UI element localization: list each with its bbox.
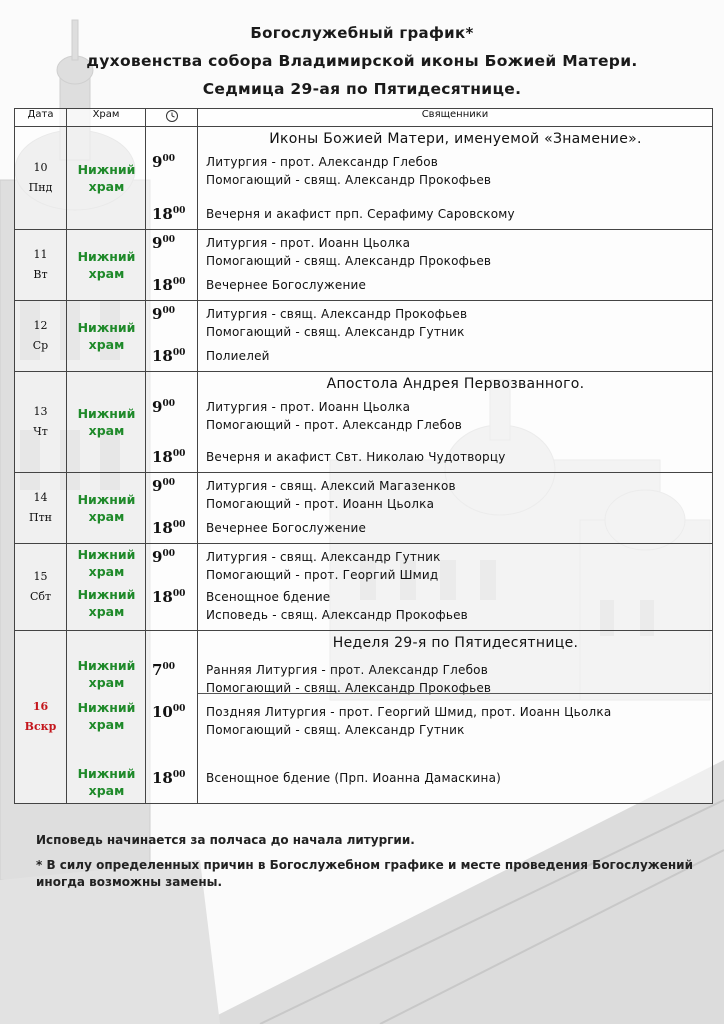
date-cell [15,544,67,631]
clock-icon [165,109,179,123]
temple-box [67,301,145,371]
time-hour: 9 [152,477,163,495]
time-hour: 9 [152,548,163,566]
service-time [152,477,175,495]
temple-word-2: храм [88,509,125,524]
time-minutes: 00 [172,206,186,216]
temple-word-1: Нижний [77,658,136,673]
temple-label [67,161,146,195]
time-minutes: 00 [172,520,186,530]
time-minutes: 00 [162,662,175,672]
day-number: 10 [33,161,48,174]
temple-box [67,372,145,472]
temple-word-1: Нижний [77,249,136,264]
service-line: Литургия - свящ. Александр Прокофьев [206,307,468,321]
clergy-box [198,301,712,371]
time-minutes: 00 [162,399,175,409]
changes-note: * В силу определенных причин в Богослужебном графике и месте проведения Богослужений иногда возможны замены. [36,858,693,889]
header-date: Дата [15,109,67,127]
temple-word-2: храм [88,337,125,352]
service-line: Помогающий - свящ. Александр Гутник [206,723,465,737]
service-line: Литургия - прот. Иоанн Цьолка [206,400,411,414]
table-header-row [15,109,713,127]
time-hour: 18 [152,448,173,466]
date-cell [15,631,67,804]
service-line: Литургия - прот. Александр Глебов [206,155,439,169]
service-divider [198,693,713,694]
temple-box [67,230,145,300]
weekday: Чт [33,425,48,438]
service-time [152,305,175,323]
table-row [15,230,713,301]
clergy-box [198,631,712,803]
date-cell [15,301,67,372]
temple-word-2: храм [88,604,125,619]
feast-title: Неделя 29-я по Пятидесятнице. [332,635,579,651]
weekday: Пнд [28,181,53,194]
temple-label [67,586,146,620]
time-minutes: 00 [172,277,186,287]
temple-cell [67,544,146,631]
temple-label [67,405,146,439]
temple-word-2: храм [88,423,125,438]
temple-word-1: Нижний [77,492,136,507]
temple-cell [67,473,146,544]
time-minutes: 00 [172,770,186,780]
service-time [152,588,185,606]
table-row [15,372,713,473]
week-subtitle: Седмица 29-ая по Пятидесятнице. [202,80,522,98]
service-line: Литургия - прот. Иоанн Цьолка [206,236,411,250]
time-cell [146,301,198,372]
clergy-cell [198,473,713,544]
service-line: Литургия - свящ. Алексий Магазенков [206,479,456,493]
temple-cell [67,372,146,473]
temple-word-1: Нижний [77,162,136,177]
temple-box [67,544,145,630]
weekday: Птн [28,511,52,524]
temple-box [67,631,145,803]
time-minutes: 00 [172,704,186,714]
date-cell [15,473,67,544]
day-number: 13 [33,405,48,418]
time-box [146,631,197,803]
clergy-cell [198,544,713,631]
time-hour: 18 [152,588,173,606]
feast-title: Апостола Андрея Первозванного. [326,376,585,392]
weekday: Ср [32,339,49,352]
day-number: 12 [33,319,48,332]
time-minutes: 00 [162,154,175,164]
time-hour: 7 [152,661,163,679]
service-line: Вечернее Богослужение [206,521,367,535]
temple-word-2: храм [88,564,125,579]
temple-word-1: Нижний [77,320,136,335]
service-line: Помогающий - свящ. Александр Прокофьев [206,254,492,268]
header-clergy: Священники [198,109,713,127]
weekday: Вскр [24,720,57,733]
service-line: Поздняя Литургия - прот. Георгий Шмид, прот. Иоанн Цьолка [206,705,612,719]
clergy-cell [198,372,713,473]
table-row [15,127,713,230]
service-time [152,153,175,171]
temple-word-2: храм [88,783,125,798]
temple-label [67,657,146,691]
service-line: Помогающий - прот. Иоанн Цьолка [206,497,435,511]
table-row [15,301,713,372]
temple-cell [67,230,146,301]
clergy-box [198,127,712,229]
service-time [152,661,175,679]
time-cell [146,372,198,473]
time-hour: 9 [152,305,163,323]
weekday: Сбт [29,590,52,603]
clergy-cell [198,230,713,301]
service-time [152,519,185,537]
service-time [152,548,175,566]
time-hour: 10 [152,703,173,721]
weekday: Вт [33,268,48,281]
service-line: Вечернее Богослужение [206,278,367,292]
temple-cell [67,631,146,804]
service-line: Полиелей [206,349,270,363]
temple-label [67,765,146,799]
service-line: Литургия - свящ. Александр Гутник [206,550,441,564]
time-cell [146,544,198,631]
service-line: Всенощное бдение [206,590,331,604]
temple-label [67,699,146,733]
date-cell [15,372,67,473]
service-line: Помогающий - свящ. Александр Прокофьев [206,681,492,695]
time-cell [146,473,198,544]
confession-note: Исповедь начинается за полчаса до начала литургии. [36,833,415,847]
clergy-box [198,473,712,543]
table-row [15,544,713,631]
service-time [152,276,185,294]
service-line: Ранняя Литургия - прот. Александр Глебов [206,663,488,677]
time-minutes: 00 [172,449,186,459]
time-cell [146,230,198,301]
service-line: Помогающий - прот. Георгий Шмид [206,568,439,582]
time-hour: 9 [152,153,163,171]
date-cell [15,127,67,230]
temple-cell [67,127,146,230]
temple-word-2: храм [88,266,125,281]
clergy-box [198,544,712,630]
clergy-box [198,372,712,472]
temple-label [67,319,146,353]
service-line: Помогающий - свящ. Александр Гутник [206,325,465,339]
temple-word-2: храм [88,675,125,690]
service-line: Вечерня и акафист Свт. Николаю Чудотворцу [206,450,506,464]
clergy-cell [198,127,713,230]
clergy-cell [198,631,713,804]
time-hour: 18 [152,205,173,223]
service-line: Помогающий - прот. Александр Глебов [206,418,463,432]
time-box [146,230,197,300]
temple-word-1: Нижний [77,700,136,715]
service-line: Помогающий - свящ. Александр Прокофьев [206,173,492,187]
day-number: 14 [33,491,48,504]
time-minutes: 00 [162,306,175,316]
temple-box [67,473,145,543]
time-hour: 18 [152,769,173,787]
temple-word-2: храм [88,179,125,194]
temple-label [67,546,146,580]
temple-box [67,127,145,229]
time-box [146,372,197,472]
day-number: 16 [32,700,49,713]
time-hour: 9 [152,234,163,252]
time-minutes: 00 [162,478,175,488]
time-hour: 18 [152,276,173,294]
service-line: Всенощное бдение (Прп. Иоанна Дамаскина) [206,771,501,785]
service-time [152,205,185,223]
temple-word-1: Нижний [77,587,136,602]
time-cell [146,127,198,230]
service-time [152,234,175,252]
service-time [152,703,185,721]
clergy-box [198,230,712,300]
clergy-subtitle: духовенства собора Владимирской иконы Божией Матери. [86,52,638,70]
time-hour: 18 [152,347,173,365]
service-time [152,347,185,365]
service-time [152,769,185,787]
temple-label [67,491,146,525]
time-box [146,544,197,630]
temple-word-1: Нижний [77,406,136,421]
schedule-title: Богослужебный график* [250,24,474,42]
date-cell [15,230,67,301]
header-temple: Храм [67,109,146,127]
temple-word-1: Нижний [77,547,136,562]
time-minutes: 00 [162,549,175,559]
time-box [146,301,197,371]
service-time [152,448,185,466]
temple-word-1: Нижний [77,766,136,781]
time-hour: 18 [152,519,173,537]
time-minutes: 00 [172,348,186,358]
feast-title: Иконы Божией Матери, именуемой «Знамение». [269,131,642,147]
temple-cell [67,301,146,372]
day-number: 11 [33,248,48,261]
clergy-cell [198,301,713,372]
table-row [15,631,713,804]
service-line: Вечерня и акафист прп. Серафиму Саровскому [206,207,515,221]
header-time [146,109,198,127]
time-box [146,473,197,543]
schedule-table [14,108,713,804]
time-box [146,127,197,229]
temple-label [67,248,146,282]
notes-section [36,832,696,899]
time-minutes: 00 [162,235,175,245]
time-hour: 9 [152,398,163,416]
table-row [15,473,713,544]
time-minutes: 00 [172,589,186,599]
time-cell [146,631,198,804]
temple-word-2: храм [88,717,125,732]
day-number: 15 [33,570,48,583]
service-time [152,398,175,416]
service-line: Исповедь - свящ. Александр Прокофьев [206,608,468,622]
